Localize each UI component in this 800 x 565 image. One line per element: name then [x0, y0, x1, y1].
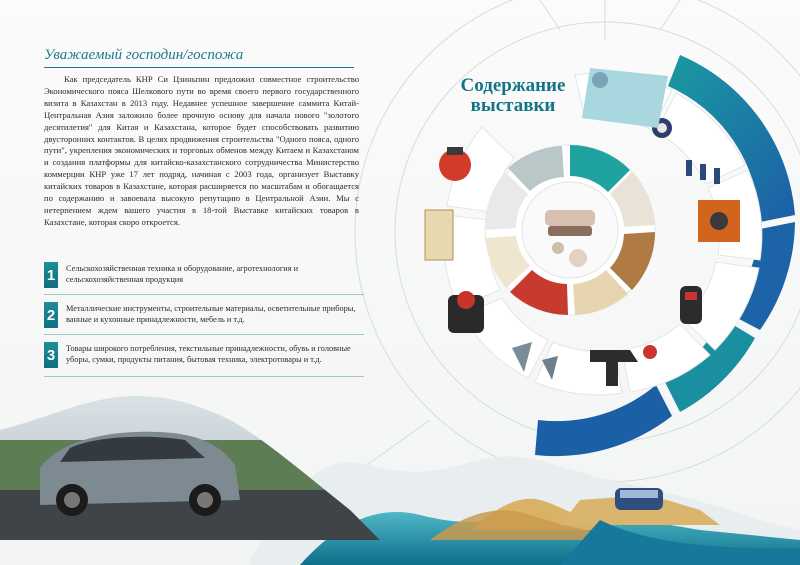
greeting-underline	[44, 67, 354, 68]
intro-paragraph: Как председатель КНР Си Цзиньпин предложил совместное строительство Экономического пояса Шелкового пути во время своего первого государственного визита в Казахстан в 2013 году. Недавнее успешное завершение саммита Китай-Центральная Азия заложило более прочную основу для начала нового "золотого десятилетия" для Китая и Казахстана, которое будет способствовать развитию двусторонних контактов. В целях продвижения строительства "Одного пояса, одного пути", укрепления экономических и торговых обменов между Китаем и Казахстаном и создания платформы для китайско-казахстанского сотрудничества Министерство коммерции КНР уже 17 лет подряд, начиная с 2003 года, организует Выставку китайских товаров в Казахстане, которая расширяется по масштабам и обогащается по содержанию и завоевала высокую репутацию в Центральной Азии. Мы с нетерпением ждем вашего участия в 18-той Выставке китайских товаров в Казахстане, которая скоро откроется.	[44, 74, 359, 227]
category-text: Металлические инструменты, строительные материалы, осветительные приборы, ванные и кухонные принадлежности, мебель и т.д.	[66, 304, 356, 324]
category-item-2	[44, 302, 364, 334]
category-item-3	[44, 342, 364, 374]
divider	[44, 334, 364, 335]
category-text: Сельскохозяйственная техника и оборудование, агротехнология и сельскохозяйственная продукция	[66, 264, 299, 284]
category-number: 3	[44, 342, 58, 368]
category-number: 1	[44, 262, 58, 288]
category-number: 2	[44, 302, 58, 328]
divider	[44, 294, 364, 295]
divider	[44, 376, 364, 377]
category-text: Товары широкого потребления, текстильные принадлежности, обувь и головные уборы, сумки, продукты питания, бытовая техника, электротовары и т.д.	[66, 344, 351, 364]
category-item-1	[44, 262, 364, 294]
section-title	[448, 76, 578, 116]
greeting-heading: Уважаемый господин/госпожа	[44, 47, 244, 63]
section-title-line1: Содержание	[460, 75, 566, 96]
section-title-line2: выставки	[470, 95, 556, 116]
